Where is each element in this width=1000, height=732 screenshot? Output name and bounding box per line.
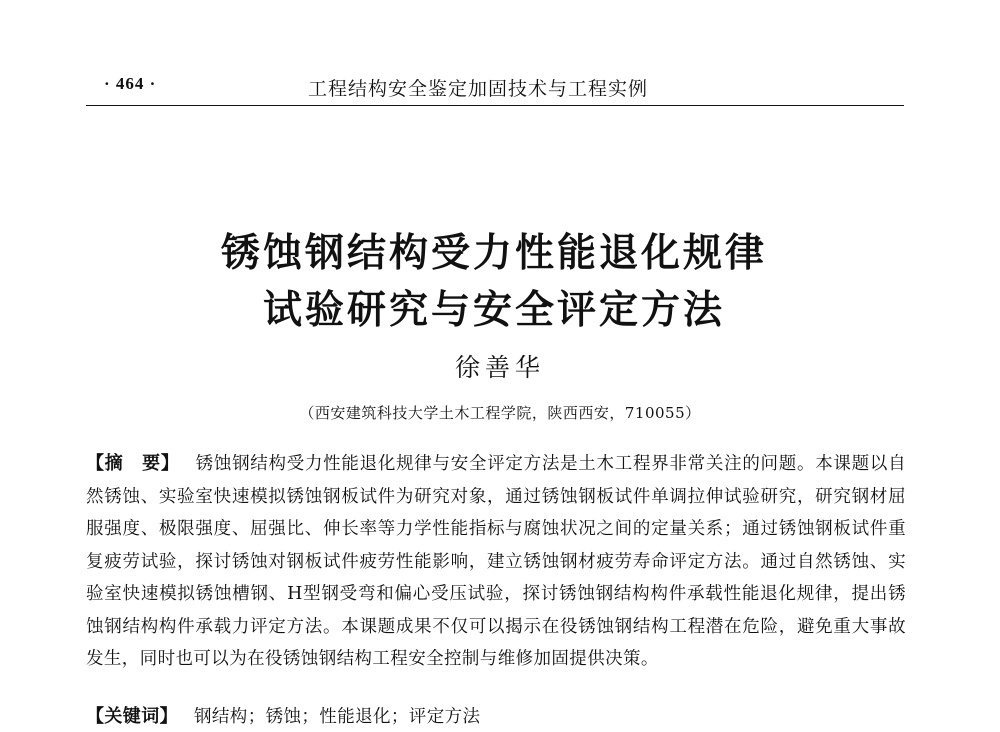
abstract-text: 锈蚀钢结构受力性能退化规律与安全评定方法是土木工程界非常关注的问题。本课题以自然锈蚀、实验室快速模拟锈蚀钢板试件为研究对象，通过锈蚀钢板试件单调拉伸试验研究，研究钢材屈服强度、极限强度、屈强比、伸长率等力学性能指标与腐蚀状况之间的定量关系；通过锈蚀钢板试件重复疲劳试验，探讨锈蚀对钢板试件疲劳性能影响，建立锈蚀钢材疲劳寿命评定方法。通过自然锈蚀、实验室快速模拟锈蚀槽钢、H型钢受弯和偏心受压试验，探讨锈蚀钢结构构件承载性能退化规律，提出锈蚀钢结构构件承载力评定方法。本课题成果不仅可以揭示在役锈蚀钢结构工程潜在危险，避免重大事故发生，同时也可以为在役锈蚀钢结构工程安全控制与维修加固提供决策。 [86, 454, 906, 669]
paper-title-line-2: 试验研究与安全评定方法 [262, 287, 725, 333]
keywords [86, 703, 906, 731]
running-head [86, 70, 904, 104]
abstract-label: 【摘 要】 [86, 453, 180, 474]
page-number: · 464 · [104, 74, 157, 93]
paper-title-line-1: 锈蚀钢结构受力性能退化规律 [220, 230, 767, 276]
header-rule [86, 105, 904, 106]
book-title: 工程结构安全鉴定加固技术与工程实例 [308, 78, 649, 100]
keywords-text: 钢结构；锈蚀；性能退化；评定方法 [194, 707, 481, 727]
keywords-label: 【关键词】 [86, 706, 178, 727]
abstract [86, 448, 906, 676]
author-name: 徐善华 [454, 353, 545, 382]
author-affiliation: （西安建筑科技大学土木工程学院，陕西西安，710055） [299, 404, 701, 422]
